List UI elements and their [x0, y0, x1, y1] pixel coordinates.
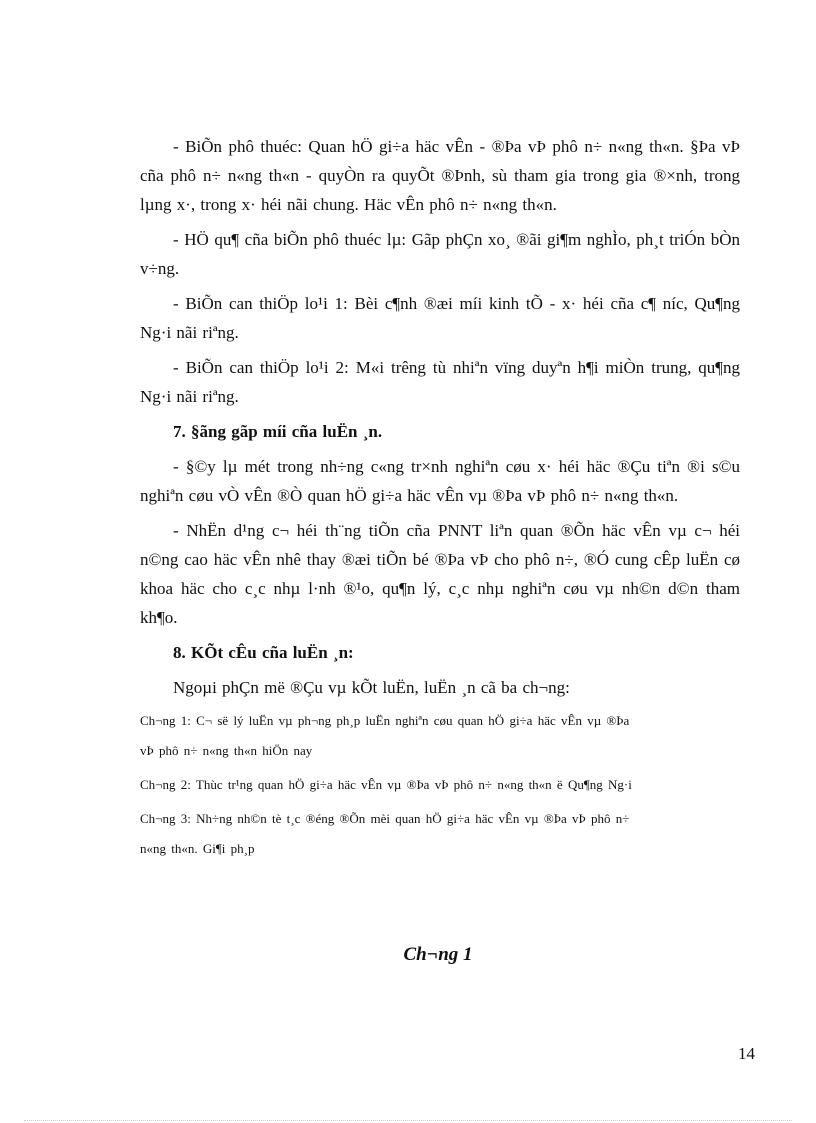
- section-heading-7: 7. §ãng gãp míi cña luËn ¸n.: [173, 422, 383, 441]
- page-number: 14: [738, 1044, 755, 1063]
- chapter-summary-2-line-1: Ch¬ng 2: Thùc tr¹ng quan hÖ gi÷a häc vÊn vµ ®Þa vÞ phô n÷ n«ng th«n ë Qu¶ng Ng·i: [140, 777, 632, 792]
- chapter-summary-3-line-2: n«ng th«n. Gi¶i ph¸p: [140, 841, 255, 856]
- chapter-title: Ch¬ng 1: [403, 944, 473, 965]
- body-text: [140, 132, 740, 864]
- paragraph-intervening-variable-2: - BiÕn can thiÖp lo¹i 2: M«i trêng tù nhiªn vïng duyªn h¶i miÒn trung, qu¶ng Ng·i nãi riªng.: [140, 358, 740, 406]
- paragraph-consequence: - HÖ qu¶ cña biÕn phô thuéc lµ: Gãp phÇn xo¸ ®ãi gi¶m nghÌo, ph¸t triÓn bÒn v÷ng.: [140, 230, 740, 278]
- section-heading-8: 8. KÕt cÊu cña luËn ¸n:: [173, 643, 354, 662]
- page-bottom-divider: [24, 1120, 792, 1121]
- chapter-summary-1-line-2: vÞ phô n÷ n«ng th«n hiÖn nay: [140, 743, 313, 758]
- paragraph-contribution-1: - §©y lµ mét trong nh÷ng c«ng tr×nh nghiªn cøu x· héi häc ®Çu tiªn ®i s©u nghiªn cøu vÒ vÊn ®Ò quan hÖ gi÷a häc vÊn vµ ®Þa vÞ phô n÷ n«ng th«n.: [140, 457, 740, 505]
- paragraph-contribution-2: - NhËn d¹ng c¬ héi th¨ng tiÕn cña PNNT liªn quan ®Õn häc vÊn vµ c¬ héi n©ng cao häc vÊn nhê thay ®æi tiÕn bé ®Þa vÞ cho phô n÷, ®Ó cung cÊp luËn cø khoa häc cho c¸c nhµ l·nh ®¹o, qu¶n lý, c¸c nhµ nghiªn cøu vµ nh©n d©n tham kh¶o.: [140, 521, 740, 627]
- paragraph-intervening-variable-1: - BiÕn can thiÖp lo¹i 1: Bèi c¶nh ®æi míi kinh tÕ - x· héi cña c¶ níc, Qu¶ng Ng·i nãi riªng.: [140, 294, 740, 342]
- chapter-summary-3-line-1: Ch¬ng 3: Nh÷ng nh©n tè t¸c ®éng ®Õn mèi quan hÖ gi÷a häc vÊn vµ ®Þa vÞ phô n÷: [140, 811, 630, 826]
- chapter-summary-1-line-1: Ch¬ng 1: C¬ së lý luËn vµ ph¬ng ph¸p luËn nghiªn cøu quan hÖ gi÷a häc vÊn vµ ®Þa: [140, 713, 630, 728]
- paragraph-structure-intro: Ngoµi phÇn më ®Çu vµ kÕt luËn, luËn ¸n cã ba ch¬ng:: [173, 678, 570, 697]
- paragraph-dependent-variable: - BiÕn phô thuéc: Quan hÖ gi÷a häc vÊn - ®Þa vÞ phô n÷ n«ng th«n. §Þa vÞ cña phô n÷ n«ng th«n - quyÒn ra quyÕt ®Þnh, sù tham gia trong gia ®×nh, trong lµng x·, trong x· héi nãi chung. Häc vÊn phô n÷ n«ng th«n.: [140, 137, 740, 214]
